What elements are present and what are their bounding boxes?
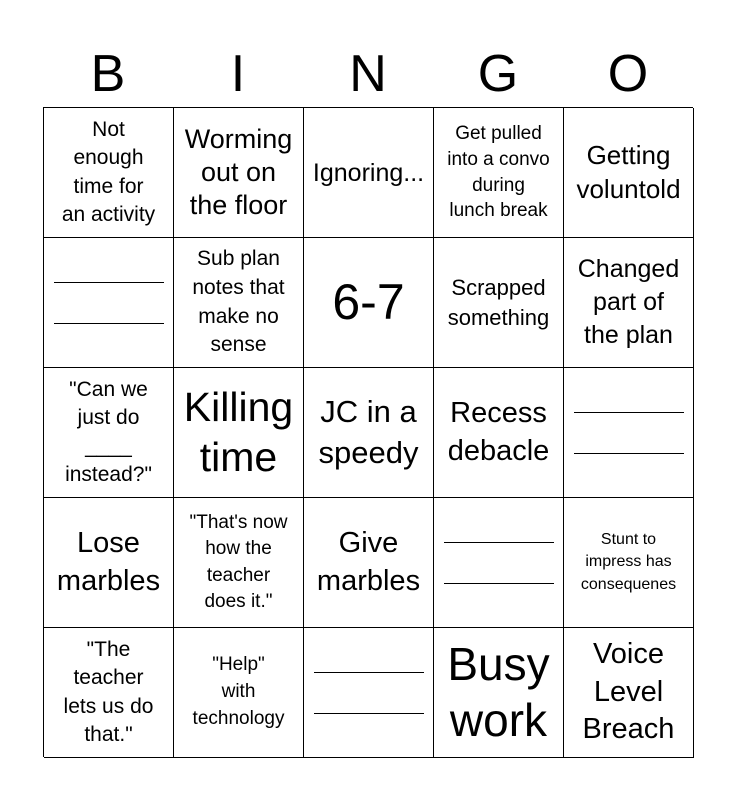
- bingo-cell-text: Getting voluntold: [576, 140, 681, 204]
- bingo-cell-text: Worming out on the floor: [184, 124, 293, 220]
- blank-cell-lines: [310, 632, 427, 753]
- bingo-cell[interactable]: [304, 238, 434, 368]
- bingo-cell[interactable]: [304, 108, 434, 238]
- bingo-cell[interactable]: [564, 368, 694, 498]
- bingo-cell[interactable]: [434, 238, 564, 368]
- bingo-cell[interactable]: [564, 238, 694, 368]
- bingo-cell[interactable]: [44, 368, 174, 498]
- bingo-cell[interactable]: [174, 368, 304, 498]
- blank-line: [444, 542, 554, 543]
- bingo-cell-text: Changed part of the plan: [577, 255, 680, 349]
- bingo-cell-text: Sub plan notes that make no sense: [192, 246, 285, 357]
- blank-line: [54, 282, 164, 283]
- header-letter-n: N: [349, 45, 387, 103]
- bingo-cell-text: Get pulled into a convo during lunch break: [447, 123, 550, 222]
- bingo-cell-text: 6-7: [332, 274, 405, 330]
- bingo-cell-text: JC in a speedy: [318, 394, 419, 470]
- blank-line: [574, 453, 684, 454]
- bingo-cell[interactable]: [174, 628, 304, 758]
- bingo-cell[interactable]: [44, 628, 174, 758]
- bingo-cell[interactable]: [44, 238, 174, 368]
- bingo-cell[interactable]: [174, 108, 304, 238]
- bingo-cell-text: "Can we just do ____ instead?": [65, 377, 152, 486]
- bingo-cell[interactable]: [564, 628, 694, 758]
- bingo-cell[interactable]: [304, 498, 434, 628]
- bingo-cell-text: Give marbles: [316, 527, 421, 597]
- bingo-cell[interactable]: [304, 368, 434, 498]
- bingo-cell[interactable]: [174, 498, 304, 628]
- bingo-cell-text: Recess debacle: [447, 396, 550, 467]
- bingo-cell[interactable]: [434, 498, 564, 628]
- bingo-cell-text: "That's now how the teacher does it.": [189, 512, 288, 612]
- blank-line: [314, 672, 424, 673]
- header-letter-o: O: [607, 45, 649, 103]
- bingo-cell-text: "Help" with technology: [192, 654, 285, 729]
- bingo-cell-text: Killing time: [183, 384, 294, 480]
- blank-cell-lines: [50, 242, 167, 363]
- bingo-cell[interactable]: [434, 368, 564, 498]
- bingo-cell-text: Stunt to impress has consequenes: [580, 531, 677, 593]
- bingo-cell-text: "The teacher lets us do that.": [63, 637, 154, 746]
- header-letter-b: B: [90, 45, 126, 103]
- bingo-cell[interactable]: [564, 498, 694, 628]
- bingo-cell[interactable]: [434, 108, 564, 238]
- bingo-header: [43, 40, 693, 108]
- bingo-cell-text: Ignoring...: [312, 158, 425, 187]
- bingo-cell-text: Scrapped something: [447, 274, 550, 330]
- bingo-cell[interactable]: [44, 108, 174, 238]
- blank-cell-lines: [570, 372, 687, 493]
- bingo-cell[interactable]: [434, 628, 564, 758]
- blank-line: [574, 412, 684, 413]
- bingo-cell[interactable]: [174, 238, 304, 368]
- blank-line: [314, 713, 424, 714]
- blank-line: [444, 583, 554, 584]
- bingo-board: [43, 107, 693, 757]
- header-letter-i: I: [230, 45, 246, 103]
- bingo-cell-text: Voice Level Breach: [582, 637, 675, 746]
- header-letter-g: G: [477, 45, 519, 103]
- bingo-cell[interactable]: [304, 628, 434, 758]
- bingo-cell[interactable]: [564, 108, 694, 238]
- bingo-cell-text: Busy work: [447, 638, 550, 746]
- blank-line: [54, 323, 164, 324]
- bingo-cell-text: Lose marbles: [56, 527, 161, 597]
- bingo-cell[interactable]: [44, 498, 174, 628]
- blank-cell-lines: [440, 502, 557, 623]
- bingo-cell-text: Not enough time for an activity: [61, 117, 156, 226]
